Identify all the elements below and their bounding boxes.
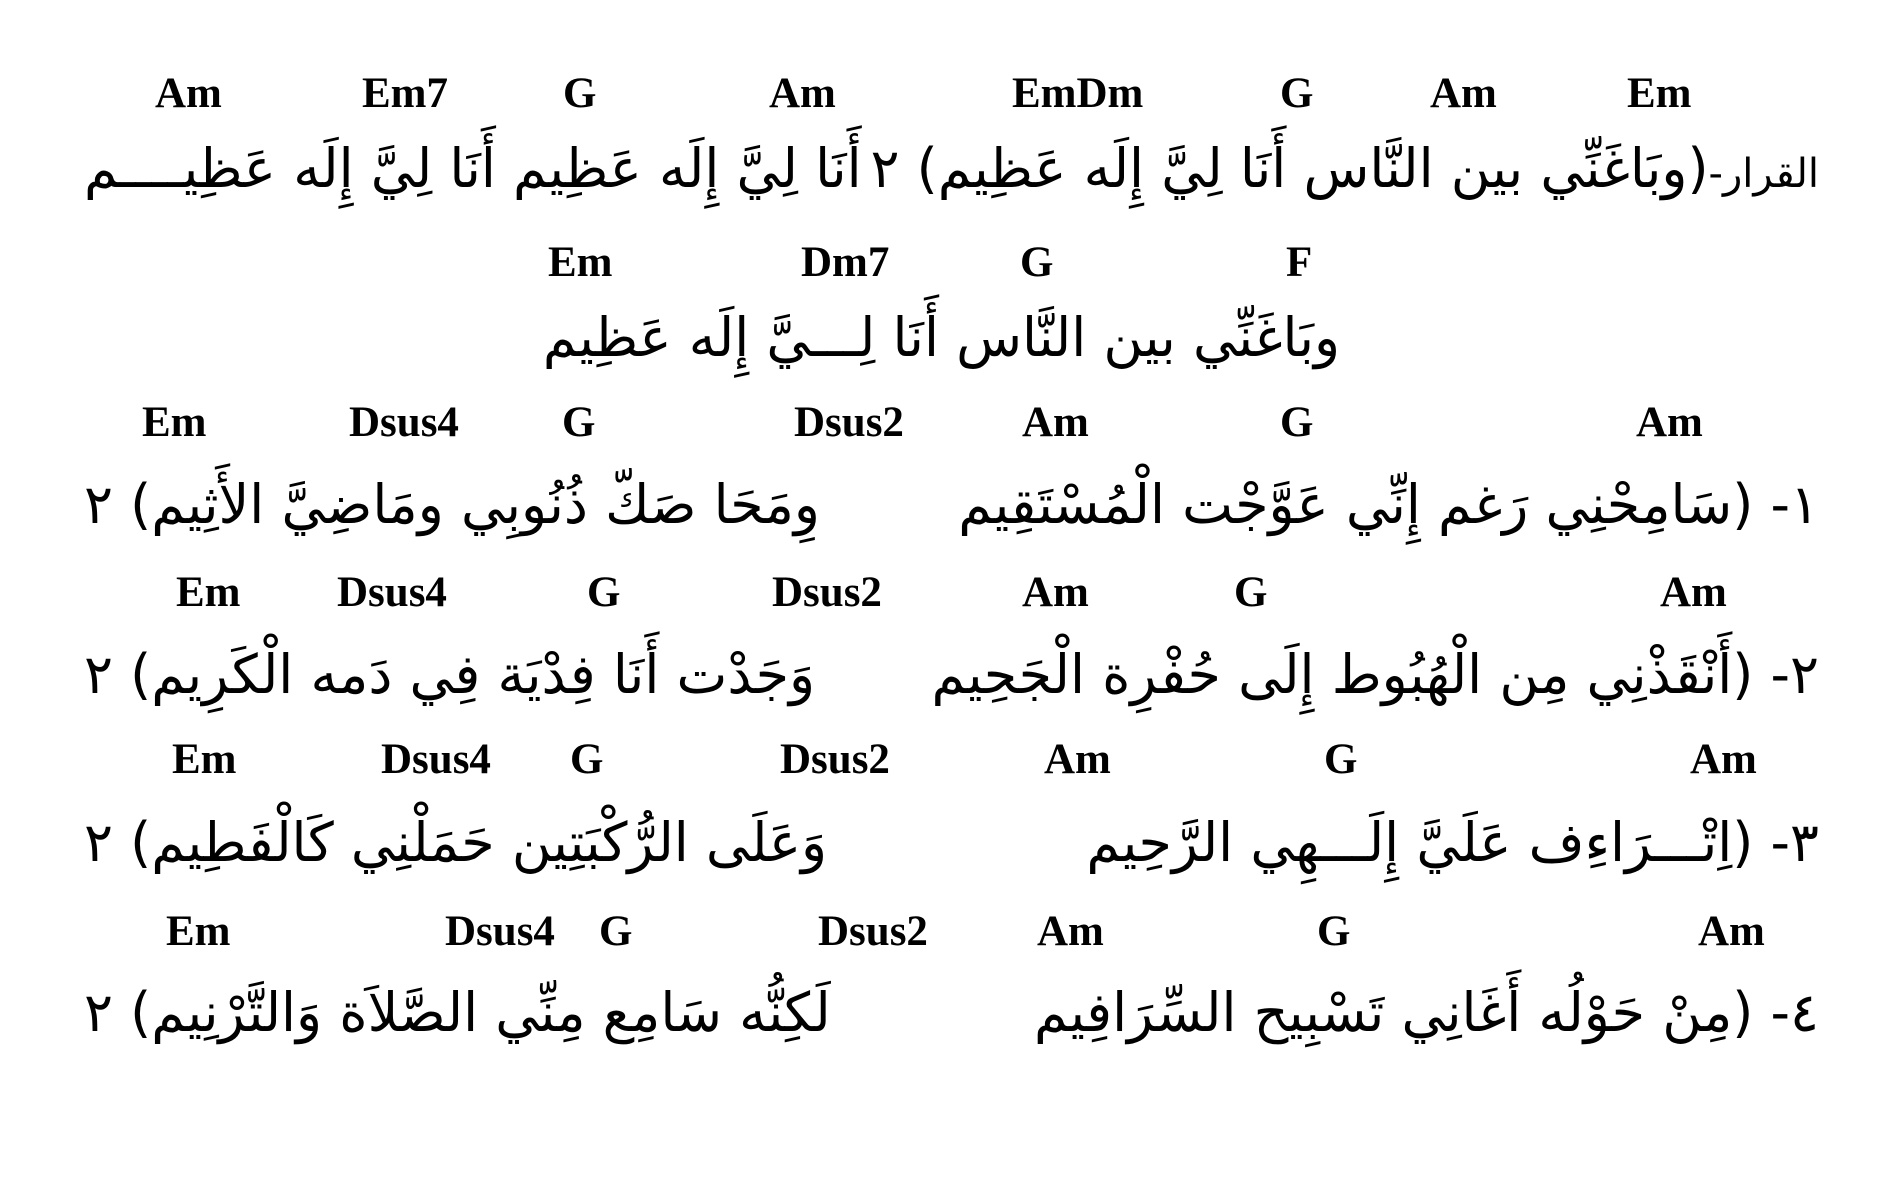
chord: Em bbox=[176, 569, 241, 616]
refrain-lyric-right bbox=[870, 137, 1819, 200]
chord: G bbox=[1020, 239, 1054, 286]
verse-1-lyric-right: ١- (سَامِحْنِي رَغم إِنِّي عَوَّجْت الْمُسْتَقِيم bbox=[958, 473, 1819, 536]
chord: G bbox=[599, 908, 633, 955]
chord: G bbox=[1234, 569, 1268, 616]
refrain-line-2: وبَاغَنِّي بين النَّاس أَنَا لِـــيَّ إِلَه عَظِيم bbox=[542, 306, 1341, 369]
refrain-chord-row-1 bbox=[0, 72, 1883, 132]
verse-1-chord-row bbox=[0, 401, 1883, 461]
chord: G bbox=[562, 399, 596, 446]
chord: Am bbox=[1037, 908, 1104, 955]
chord: Dsus2 bbox=[818, 908, 928, 955]
chord: Dsus4 bbox=[445, 908, 555, 955]
chord: Am bbox=[1698, 908, 1765, 955]
chord: Em bbox=[142, 399, 207, 446]
verse-2-lyric-right: ٢- (أَنْقَذْنِي مِن الْهُبُوط إِلَى حُفْرِة الْجَحِيم bbox=[931, 643, 1819, 706]
chord: G bbox=[1317, 908, 1351, 955]
chord: Am bbox=[1430, 70, 1497, 117]
chord: G bbox=[1280, 70, 1314, 117]
chord: Am bbox=[1690, 736, 1757, 783]
chord: EmDm bbox=[1012, 70, 1144, 117]
chord: Dsus4 bbox=[381, 736, 491, 783]
chord: Am bbox=[769, 70, 836, 117]
chord: Em bbox=[1627, 70, 1692, 117]
chord: Dsus4 bbox=[337, 569, 447, 616]
chord: Am bbox=[1636, 399, 1703, 446]
chord: Em bbox=[172, 736, 237, 783]
verse-4-chord-row bbox=[0, 910, 1883, 970]
chord: Dm7 bbox=[801, 239, 890, 286]
verse-2-chord-row bbox=[0, 571, 1883, 631]
verse-3-lyric-right: ٣- (اِتْـــرَاءِف عَلَيَّ إِلَـــهِي الرَّحِيم bbox=[1086, 811, 1819, 874]
verse-3-lyric-left: وَعَلَى الرُّكْبَتِين حَمَلْنِي كَالْفَطِيم) ٢ bbox=[84, 811, 828, 874]
chord: G bbox=[587, 569, 621, 616]
refrain-label: القرار- bbox=[1708, 151, 1819, 197]
chord: Em bbox=[166, 908, 231, 955]
chord: F bbox=[1286, 239, 1313, 286]
verse-4-lyric-left: لَكِنُّه سَامِع مِنِّي الصَّلاَة وَالتَّرْنِيم) ٢ bbox=[84, 981, 831, 1044]
refrain-line-1-right: (وبَاغَنِّي بين النَّاس أَنَا لِيَّ إِلَه عَظِيم) ٢ bbox=[870, 137, 1709, 200]
chord: Am bbox=[155, 70, 222, 117]
chord: Em bbox=[548, 239, 613, 286]
chord: Am bbox=[1022, 569, 1089, 616]
chord: G bbox=[1324, 736, 1358, 783]
chord: G bbox=[563, 70, 597, 117]
verse-4-lyric-right: ٤- (مِنْ حَوْلُه أَغَانِي تَسْبِيح السِّرَافِيم bbox=[1034, 981, 1819, 1044]
verse-2-lyric-left: وَجَدْت أَنَا فِدْيَة فِي دَمه الْكَرِيم) ٢ bbox=[84, 643, 816, 706]
verse-1-lyric-left: وِمَحَا صَكّ ذُنُوبِي ومَاضِيَّ الأَثِيم) ٢ bbox=[84, 473, 820, 536]
refrain-chord-row-2 bbox=[0, 241, 1883, 301]
chord: Dsus4 bbox=[349, 399, 459, 446]
chord: Am bbox=[1660, 569, 1727, 616]
verse-3-chord-row bbox=[0, 738, 1883, 798]
chord: Dsus2 bbox=[780, 736, 890, 783]
chord: G bbox=[1280, 399, 1314, 446]
chord: Dsus2 bbox=[772, 569, 882, 616]
chord: Am bbox=[1022, 399, 1089, 446]
chord: G bbox=[570, 736, 604, 783]
refrain-line-1-left: أَنَا لِيَّ إِلَه عَظِيم أَنَا لِيَّ إِلَه عَظِيــــم bbox=[84, 137, 862, 200]
chord: Dsus2 bbox=[794, 399, 904, 446]
chord: Em7 bbox=[362, 70, 448, 117]
chord: Am bbox=[1044, 736, 1111, 783]
